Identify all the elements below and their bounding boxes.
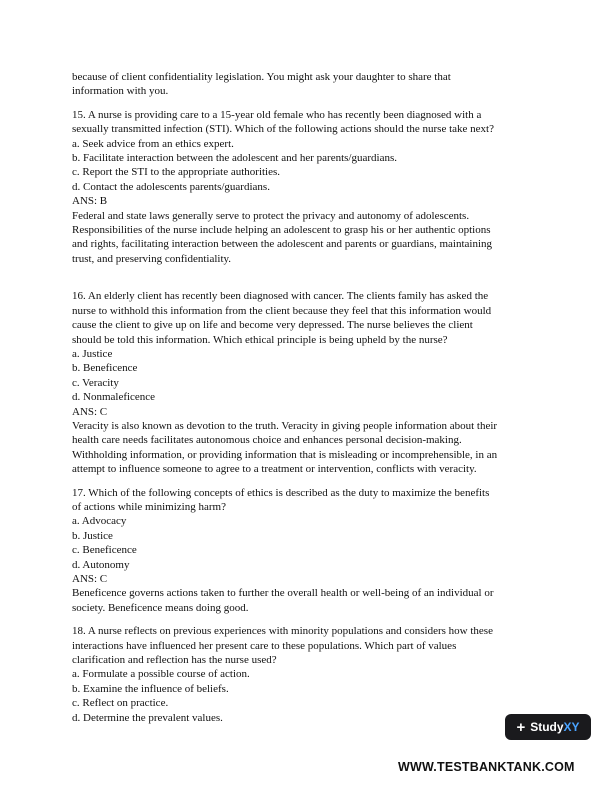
option-c: c. Report the STI to the appropriate authorities. bbox=[72, 166, 281, 179]
question-text: sexually transmitted infection (STI). Which of the following actions should the nurse take next? bbox=[72, 123, 494, 136]
question-text: cause the client to give up on life and become very depressed. The nurse believes the client bbox=[72, 319, 473, 332]
intro-line: because of client confidentiality legislation. You might ask your daughter to share that bbox=[72, 71, 451, 83]
question-text: interactions have influenced her present care to these populations. Which part of values bbox=[72, 639, 457, 652]
option-b: b. Facilitate interaction between the adolescent and her parents/guardians. bbox=[72, 152, 397, 165]
option-b: b. Examine the influence of beliefs. bbox=[72, 682, 229, 695]
option-b: b. Beneficence bbox=[72, 362, 138, 375]
answer-key: ANS: C bbox=[72, 405, 108, 418]
question-17 bbox=[72, 486, 542, 616]
document-page bbox=[72, 70, 542, 725]
rationale-text: society. Beneficence means doing good. bbox=[72, 601, 249, 614]
footer-url[interactable]: WWW.TESTBANKTANK.COM bbox=[398, 760, 575, 774]
option-c: c. Beneficence bbox=[72, 544, 137, 557]
option-b: b. Justice bbox=[72, 529, 113, 542]
badge-text-main: Study bbox=[530, 720, 564, 734]
rationale-text: Beneficence governs actions taken to further the overall health or well-being of an individual or bbox=[72, 587, 494, 600]
option-d: d. Contact the adolescents parents/guardians. bbox=[72, 180, 270, 193]
rationale-text: Veracity is also known as devotion to the truth. Veracity in giving people information about their bbox=[72, 419, 498, 432]
question-16 bbox=[72, 289, 542, 476]
option-d: d. Nonmaleficence bbox=[72, 391, 156, 404]
intro-paragraph bbox=[72, 70, 542, 99]
option-c: c. Veracity bbox=[72, 376, 119, 389]
rationale-text: Responsibilities of the nurse include helping an adolescent to grasp his or her authentic options bbox=[72, 224, 491, 237]
intro-line: information with you. bbox=[72, 85, 169, 98]
badge-label bbox=[530, 720, 579, 734]
answer-key: ANS: C bbox=[72, 573, 108, 585]
rationale-text: Federal and state laws generally serve to protect the privacy and autonomy of adolescents. bbox=[72, 209, 470, 222]
question-text: should be told this information. Which ethical principle is being upheld by the nurse? bbox=[72, 333, 448, 346]
question-text: clarification and reflection has the nurse used? bbox=[72, 654, 277, 667]
option-a: a. Advocacy bbox=[72, 515, 127, 528]
rationale-text: Withholding information, or providing information that is misleading or incomprehensible, in an bbox=[72, 448, 498, 461]
option-a: a. Justice bbox=[72, 347, 113, 360]
rationale-text: health care needs facilitates autonomous choice and enhances personal decision-making. bbox=[72, 434, 462, 447]
rationale-text: trust, and preserving confidentiality. bbox=[72, 252, 232, 265]
option-a: a. Formulate a possible course of action. bbox=[72, 668, 250, 681]
option-a: a. Seek advice from an ethics expert. bbox=[72, 137, 234, 150]
question-18 bbox=[72, 624, 542, 725]
question-text: nurse to withhold this information from the client because they feel that this information would bbox=[72, 304, 492, 317]
question-text: 16. An elderly client has recently been diagnosed with cancer. The clients family has asked the bbox=[72, 290, 489, 303]
rationale-text: and rights, facilitating interaction between the adolescent and parents or guardians, maintaining bbox=[72, 238, 492, 251]
option-d: d. Determine the prevalent values. bbox=[72, 711, 223, 724]
badge-text-accent: XY bbox=[563, 720, 580, 734]
question-text: 15. A nurse is providing care to a 15-year old female who has recently been diagnosed with a bbox=[72, 108, 482, 121]
question-text: 17. Which of the following concepts of ethics is described as the duty to maximize the benefits bbox=[72, 486, 490, 499]
option-c: c. Reflect on practice. bbox=[72, 697, 169, 710]
answer-key: ANS: B bbox=[72, 195, 108, 208]
option-d: d. Autonomy bbox=[72, 558, 130, 571]
question-text: of actions while minimizing harm? bbox=[72, 500, 226, 513]
question-text: 18. A nurse reflects on previous experiences with minority populations and considers how these bbox=[72, 625, 493, 638]
studyxy-badge[interactable] bbox=[505, 714, 591, 740]
plus-icon: + bbox=[516, 718, 526, 736]
rationale-text: attempt to influence someone to agree to a treatment or intervention, conflicts with veracity. bbox=[72, 463, 477, 476]
question-15 bbox=[72, 108, 542, 266]
